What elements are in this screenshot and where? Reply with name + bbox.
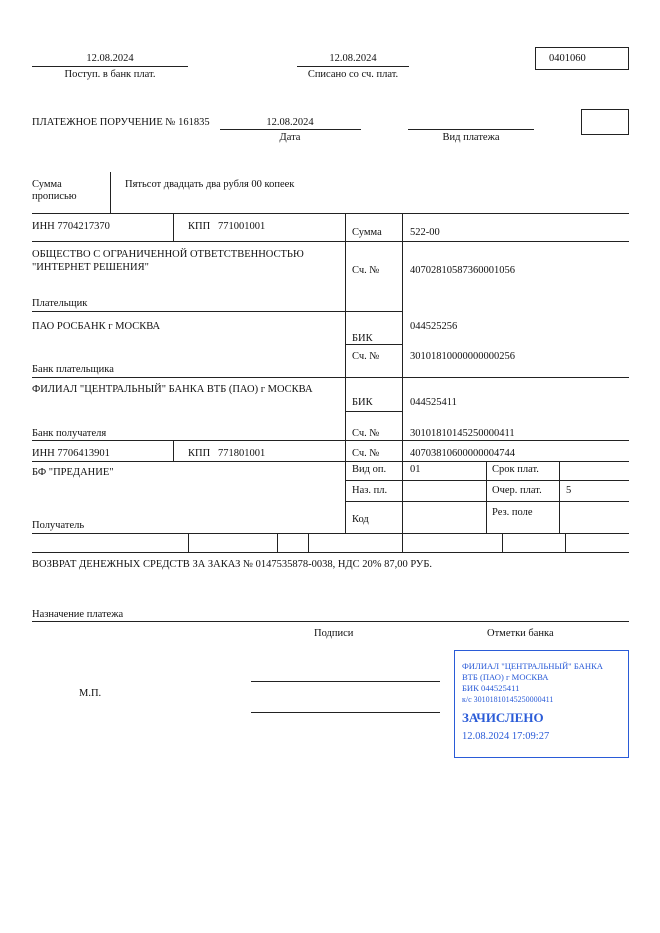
payee-account-label: Сч. № [352, 448, 380, 459]
divider [32, 377, 629, 378]
divider [32, 533, 629, 534]
payer-account-label: Сч. № [352, 265, 380, 276]
priority-value: 5 [566, 485, 572, 496]
divider [297, 66, 409, 67]
purpose-code-label: Наз. пл. [352, 485, 388, 496]
payer-bank-bik-label: БИК [352, 333, 373, 344]
divider [402, 533, 403, 552]
divider [32, 241, 629, 242]
signatures-label: Подписи [314, 628, 354, 639]
payee-bank-label: Банк получателя [32, 428, 107, 439]
divider [220, 129, 361, 130]
divider [345, 480, 629, 481]
stamp-line4: к/с 30101810145250000411 [462, 695, 554, 704]
signature-line [251, 681, 440, 682]
divider [345, 411, 402, 412]
divider [565, 533, 566, 552]
bank-stamp [454, 650, 629, 758]
amount-label: Сумма [352, 227, 382, 238]
stamp-status: ЗАЧИСЛЕНО [462, 710, 544, 725]
divider [188, 533, 189, 552]
payer-account: 40702810587360001056 [410, 265, 515, 276]
debit-label: Списано со сч. плат. [307, 69, 399, 80]
op-type-label: Вид оп. [352, 464, 387, 475]
payee-bank-name: ФИЛИАЛ "ЦЕНТРАЛЬНЫЙ" БАНКА ВТБ (ПАО) г МОСКВА [32, 384, 313, 395]
divider [402, 213, 403, 533]
deadline-label: Срок плат. [492, 464, 539, 475]
payer-name: ОБЩЕСТВО С ОГРАНИЧЕННОЙ ОТВЕТСТВЕННОСТЬЮ "ИНТЕРНЕТ РЕШЕНИЯ" [32, 249, 304, 273]
code-label: Код [352, 514, 369, 525]
divider [345, 213, 346, 533]
payer-bank-name: ПАО РОСБАНК г МОСКВА [32, 321, 161, 332]
divider [32, 213, 629, 214]
signature-line [251, 712, 440, 713]
divider [32, 440, 629, 441]
payee-name: БФ "ПРЕДАНИЕ" [32, 467, 114, 478]
op-type-value: 01 [410, 464, 421, 475]
divider [173, 440, 174, 461]
purpose-text: ВОЗВРАТ ДЕНЕЖНЫХ СРЕДСТВ ЗА ЗАКАЗ № 0147535878-0038, НДС 20% 87,00 РУБ. [32, 559, 433, 570]
payer-kpp: КПП 771001001 [188, 221, 266, 232]
divider [32, 311, 345, 312]
payer-bank-account: 30101810000000000256 [410, 351, 515, 362]
payee-label: Получатель [32, 520, 85, 531]
payee-bank-bik-label: БИК [352, 397, 373, 408]
payee-account: 40703810600000004744 [410, 448, 515, 459]
payment-type-box [581, 109, 629, 135]
stamp-place-label: М.П. [79, 688, 102, 699]
payment-type-label: Вид платежа [442, 132, 500, 143]
divider [345, 311, 402, 312]
payer-bank-label: Банк плательщика [32, 364, 114, 375]
order-date: 12.08.2024 [266, 117, 314, 128]
payee-inn: ИНН 7706413901 [32, 448, 110, 459]
divider [408, 129, 534, 130]
divider [32, 461, 629, 462]
amount-value: 522-00 [410, 227, 440, 238]
payer-bank-account-label: Сч. № [352, 351, 380, 362]
divider [308, 533, 309, 552]
divider [32, 621, 629, 622]
order-title: ПЛАТЕЖНОЕ ПОРУЧЕНИЕ № 161835 [32, 117, 210, 128]
divider [559, 461, 560, 533]
payee-bank-account: 30101810145250000411 [410, 428, 515, 439]
divider [486, 461, 487, 533]
divider [110, 172, 111, 213]
bank-receipt-label: Поступ. в банк плат. [64, 69, 156, 80]
payer-label: Плательщик [32, 298, 88, 309]
payee-kpp: КПП 771801001 [188, 448, 266, 459]
stamp-line1: ФИЛИАЛ "ЦЕНТРАЛЬНЫЙ" БАНКА [462, 661, 604, 671]
amount-words-value: Пятьсот двадцать два рубля 00 копеек [125, 179, 295, 190]
stamp-line3: БИК 044525411 [462, 683, 520, 693]
order-date-label: Дата [279, 132, 301, 143]
divider [502, 533, 503, 552]
payee-bank-account-label: Сч. № [352, 428, 380, 439]
divider [32, 552, 629, 553]
reserve-label: Рез. поле [492, 507, 533, 518]
divider [173, 213, 174, 241]
divider [277, 533, 278, 552]
payer-inn: ИНН 7704217370 [32, 221, 110, 232]
debit-date: 12.08.2024 [329, 53, 377, 64]
bank-receipt-date: 12.08.2024 [86, 53, 134, 64]
payee-bank-bik: 044525411 [410, 397, 457, 408]
bank-marks-label: Отметки банка [487, 628, 554, 639]
priority-label: Очер. плат. [492, 485, 542, 496]
divider [345, 501, 629, 502]
divider [345, 344, 402, 345]
amount-words-label: Сумма прописью [32, 179, 77, 202]
form-code: 0401060 [549, 53, 586, 64]
divider [32, 66, 188, 67]
purpose-label: Назначение платежа [32, 609, 124, 620]
stamp-timestamp: 12.08.2024 17:09:27 [462, 731, 550, 742]
payer-bank-bik: 044525256 [410, 321, 458, 332]
stamp-line2: ВТБ (ПАО) г МОСКВА [462, 672, 549, 682]
